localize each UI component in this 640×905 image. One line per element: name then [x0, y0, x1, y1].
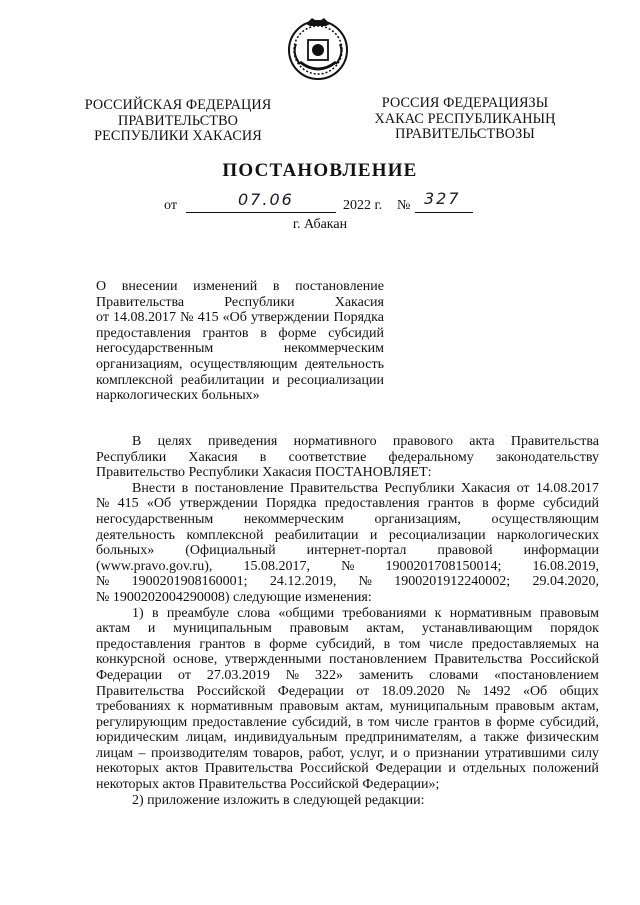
body-line	[96, 730, 599, 746]
word: комплексной	[96, 372, 174, 388]
word: комплексной	[186, 527, 264, 543]
word: регулирующим	[96, 714, 188, 730]
word: деятельность	[96, 527, 176, 543]
word: 415	[117, 496, 139, 512]
word: постановление	[295, 279, 384, 294]
word: изменений	[193, 279, 258, 294]
word: предоставления	[96, 636, 191, 652]
word: субсидий	[328, 325, 384, 341]
word: в	[272, 279, 280, 294]
word: 1900201908160001;	[131, 574, 248, 590]
word: некоторых	[96, 761, 159, 777]
word: правовым	[289, 621, 349, 637]
document-body	[96, 434, 599, 808]
word: актам,	[561, 699, 599, 715]
word: грантов	[199, 636, 246, 652]
word: форме	[269, 636, 308, 652]
body-line: № 1900202004290008) следующие изменения:	[96, 589, 372, 605]
word: юридическим	[96, 730, 179, 746]
word: правовым	[539, 605, 599, 621]
word: числе	[394, 714, 429, 730]
word: муниципальным	[173, 621, 272, 637]
word: 1900201912240002;	[394, 574, 511, 590]
word: федеральному	[388, 449, 474, 465]
word: акта	[469, 434, 495, 449]
number-underline	[415, 212, 473, 213]
date-year: 2022 г.	[343, 198, 383, 213]
word: от	[96, 310, 109, 326]
word: основе,	[172, 652, 218, 668]
word: от	[356, 683, 370, 699]
subject-line	[96, 341, 384, 357]
number-label: №	[397, 198, 411, 213]
word: грантов	[427, 496, 474, 512]
word: Федерации	[277, 683, 344, 699]
word: Республики	[384, 480, 455, 496]
word: «Об	[522, 683, 548, 699]
word: №	[96, 574, 110, 590]
word: товаров,	[253, 745, 304, 761]
word: 15.08.2017,	[243, 558, 310, 574]
word: Хакасия	[188, 449, 238, 465]
word: к	[177, 699, 185, 715]
word: требованиях	[96, 699, 171, 715]
word: правовым	[495, 699, 555, 715]
word: наркологических	[497, 527, 599, 543]
word: 29.04.2020,	[532, 574, 599, 590]
word: №	[180, 310, 194, 326]
word: требованиями	[342, 605, 427, 621]
word: заменить	[358, 667, 414, 683]
body-line	[96, 574, 599, 590]
word: словами	[429, 667, 479, 683]
word: актам,	[345, 699, 384, 715]
word: субсидий,	[315, 636, 376, 652]
word: предоставляемых	[471, 636, 577, 652]
word: негосударственным	[96, 341, 214, 357]
word: №	[285, 667, 300, 683]
word: «общими	[278, 605, 335, 621]
word: некоммерческим	[283, 341, 384, 357]
body-line	[96, 715, 599, 731]
body-line	[96, 668, 599, 684]
body-line	[96, 434, 599, 450]
word: Правительства	[96, 294, 185, 310]
word: организациям,	[374, 511, 461, 527]
body-line	[96, 621, 599, 637]
word: осуществляющим	[189, 356, 298, 372]
word: Хакасия	[460, 480, 511, 496]
word: №	[358, 574, 372, 590]
date-handwritten: 07.06	[238, 190, 294, 209]
coat-of-arms-emblem	[286, 14, 350, 82]
word: Республики	[96, 449, 167, 465]
word: в	[482, 496, 489, 512]
word: 1492	[482, 683, 511, 699]
word: «постановлением	[494, 667, 599, 683]
word: о	[403, 745, 411, 761]
word: ресоциализации	[287, 372, 384, 388]
word: и	[272, 372, 280, 388]
word: в	[181, 480, 189, 496]
word: реабилитации	[180, 372, 265, 388]
word: а	[469, 730, 477, 746]
word: в	[484, 714, 492, 730]
body-line	[96, 481, 599, 497]
word: к	[434, 605, 442, 621]
word: актам,	[366, 621, 405, 637]
word: форме	[278, 325, 317, 341]
word: соответствие	[288, 449, 367, 465]
word: в	[356, 714, 364, 730]
word: и	[369, 527, 378, 543]
word: в	[259, 449, 267, 465]
word: О	[96, 279, 107, 294]
subject-line	[96, 279, 384, 295]
word: законодательству	[495, 449, 599, 465]
word: грантов	[433, 714, 480, 730]
word: 14.08.2017	[535, 480, 599, 496]
word: форме	[496, 714, 535, 730]
body-line	[96, 746, 599, 762]
word: от	[178, 667, 191, 683]
body-line	[96, 528, 599, 544]
word: в	[383, 636, 391, 652]
word: 415	[197, 310, 219, 326]
subject-line	[96, 326, 384, 342]
subject-line	[96, 373, 384, 389]
word: форме	[496, 496, 535, 512]
word: (Официальный	[185, 543, 276, 559]
word: общих	[559, 683, 599, 699]
word: 322»	[314, 667, 343, 683]
word: Порядка	[333, 310, 384, 326]
word: предоставления	[96, 325, 191, 341]
body-line	[96, 684, 599, 700]
body-line	[96, 761, 599, 777]
word: нормативным	[449, 605, 532, 621]
word: в	[260, 325, 267, 341]
word: и	[390, 745, 398, 761]
word: субсидий,	[292, 714, 352, 730]
document-type-title: ПОСТАНОВЛЕНИЕ	[222, 160, 418, 181]
word: производителям	[151, 745, 248, 761]
word: 24.12.2019,	[269, 574, 337, 590]
word: Российской	[196, 683, 266, 699]
body-line	[96, 606, 599, 622]
word: №	[341, 558, 355, 574]
word: субсидий	[543, 496, 599, 512]
body-line	[96, 450, 599, 466]
word: Федерации	[375, 761, 442, 777]
word: правовым	[279, 699, 339, 715]
header-left-line: ПРАВИТЕЛЬСТВО	[118, 112, 238, 129]
word: №	[456, 683, 471, 699]
word: реабилитации	[274, 527, 359, 543]
word: физическим	[526, 730, 599, 746]
word: предоставления	[324, 496, 420, 512]
word: лицам,	[186, 730, 227, 746]
word: Хакасия	[334, 294, 384, 310]
body-line	[96, 637, 599, 653]
word: от	[516, 480, 530, 496]
body-line	[96, 543, 599, 559]
body-line	[96, 559, 599, 575]
word: №	[96, 496, 110, 512]
word: субсидий,	[539, 714, 599, 730]
word: том	[398, 636, 421, 652]
word: Федерации	[96, 667, 163, 683]
body-line: некоторых актов Правительства Российской Федерации»;	[96, 777, 440, 793]
date-from-label: от	[164, 198, 177, 213]
word: утверждении	[179, 496, 258, 512]
word: услуг,	[349, 745, 385, 761]
word: В	[132, 434, 142, 449]
header-right-line: ХАКАС РЕСПУБЛИКАНЫҢ	[374, 110, 556, 127]
word: числе	[429, 636, 463, 652]
body-line: Правительство Республики Хакасия ПОСТАНОВЛЯЕТ:	[96, 465, 432, 481]
word: Правительства	[434, 652, 523, 668]
word: Правительства	[510, 434, 599, 449]
word: Внести	[132, 480, 176, 496]
word: 27.03.2019	[206, 667, 270, 683]
word: Порядка	[266, 496, 317, 512]
header-left-line: РОССИЙСКАЯ ФЕДЕРАЦИЯ	[84, 97, 272, 113]
word: утверждении	[251, 310, 330, 326]
date-underline	[186, 212, 336, 213]
word: интернет-портал	[306, 543, 407, 559]
word: Российской	[299, 761, 369, 777]
word: Правительства	[96, 683, 185, 699]
date-number-line	[0, 189, 640, 218]
word: индивидуальным	[234, 730, 338, 746]
word: конкурсной	[96, 652, 166, 668]
word: актам	[96, 621, 131, 637]
word: 18.09.2020	[381, 683, 445, 699]
word: муниципальным	[389, 699, 489, 715]
word: постановление	[194, 480, 284, 496]
word: устанавливающим	[421, 621, 533, 637]
word: правовой	[437, 543, 493, 559]
body-line	[96, 496, 599, 512]
word: Правительства	[204, 761, 293, 777]
subject-line: наркологических больных»	[96, 388, 260, 404]
word: 14.08.2017	[113, 310, 177, 326]
word: и	[448, 761, 456, 777]
header-left-block	[78, 98, 278, 145]
word: целях	[157, 434, 192, 449]
word: негосударственным	[96, 511, 214, 527]
body-line	[96, 512, 599, 528]
word: больных»	[96, 543, 155, 559]
word: постановлением	[329, 652, 427, 668]
word: (www.pravo.gov.ru),	[96, 558, 213, 574]
word: работ,	[308, 745, 345, 761]
word: 1)	[132, 605, 144, 621]
word: осуществляющим	[491, 511, 599, 527]
word: порядок	[550, 621, 599, 637]
word: ресоциализации	[388, 527, 486, 543]
header-right-line: РОССИЯ ФЕДЕРАЦИЯЗЫ	[381, 95, 549, 111]
word: признании	[415, 745, 480, 761]
word: правового	[392, 434, 454, 449]
header-right-block	[370, 96, 560, 143]
header-left-line: РЕСПУБЛИКИ ХАКАСИЯ	[94, 128, 262, 144]
word: актов	[165, 761, 199, 777]
word: «Об	[146, 496, 172, 512]
header-right-line: ПРАВИТЕЛЬСТВОЗЫ	[395, 126, 535, 142]
subject-line	[96, 295, 384, 311]
word: –	[138, 745, 146, 761]
word: преамбуле	[166, 605, 229, 621]
word: утратившими	[484, 745, 566, 761]
word: деятельность	[304, 356, 384, 372]
word: отдельных	[462, 761, 527, 777]
word: также	[483, 730, 519, 746]
number-handwritten: 327	[424, 189, 461, 208]
city-label: г. Абакан	[292, 217, 348, 232]
word: силу	[571, 745, 599, 761]
subject-line	[96, 310, 384, 326]
subject-block	[96, 279, 384, 404]
word: лицам	[96, 745, 134, 761]
subject-line	[96, 357, 384, 373]
word: утвержденными	[224, 652, 322, 668]
word: на	[585, 636, 599, 652]
word: положений	[532, 761, 599, 777]
word: «Об	[222, 310, 247, 326]
word: в	[151, 605, 159, 621]
word: Российской	[529, 652, 599, 668]
word: 1900201708150014;	[385, 558, 502, 574]
word: в	[253, 636, 261, 652]
body-line	[96, 652, 599, 668]
word: некоммерческим	[243, 511, 344, 527]
word: предпринимателям,	[344, 730, 463, 746]
word: нормативного	[293, 434, 377, 449]
word: слова	[237, 605, 271, 621]
word: и	[147, 621, 156, 637]
word: информации	[523, 543, 599, 559]
word: приведения	[208, 434, 278, 449]
word: нормативным	[190, 699, 273, 715]
body-line	[96, 699, 599, 715]
word: организациям,	[96, 356, 183, 372]
word: 16.08.2019,	[532, 558, 599, 574]
word: предоставление	[192, 714, 287, 730]
word: Правительства	[289, 480, 378, 496]
word: том	[368, 714, 390, 730]
word: грантов	[202, 325, 249, 341]
body-line: 2) приложение изложить в следующей редакции:	[132, 792, 425, 808]
word: Республики	[224, 294, 295, 310]
word: внесении	[121, 279, 178, 294]
